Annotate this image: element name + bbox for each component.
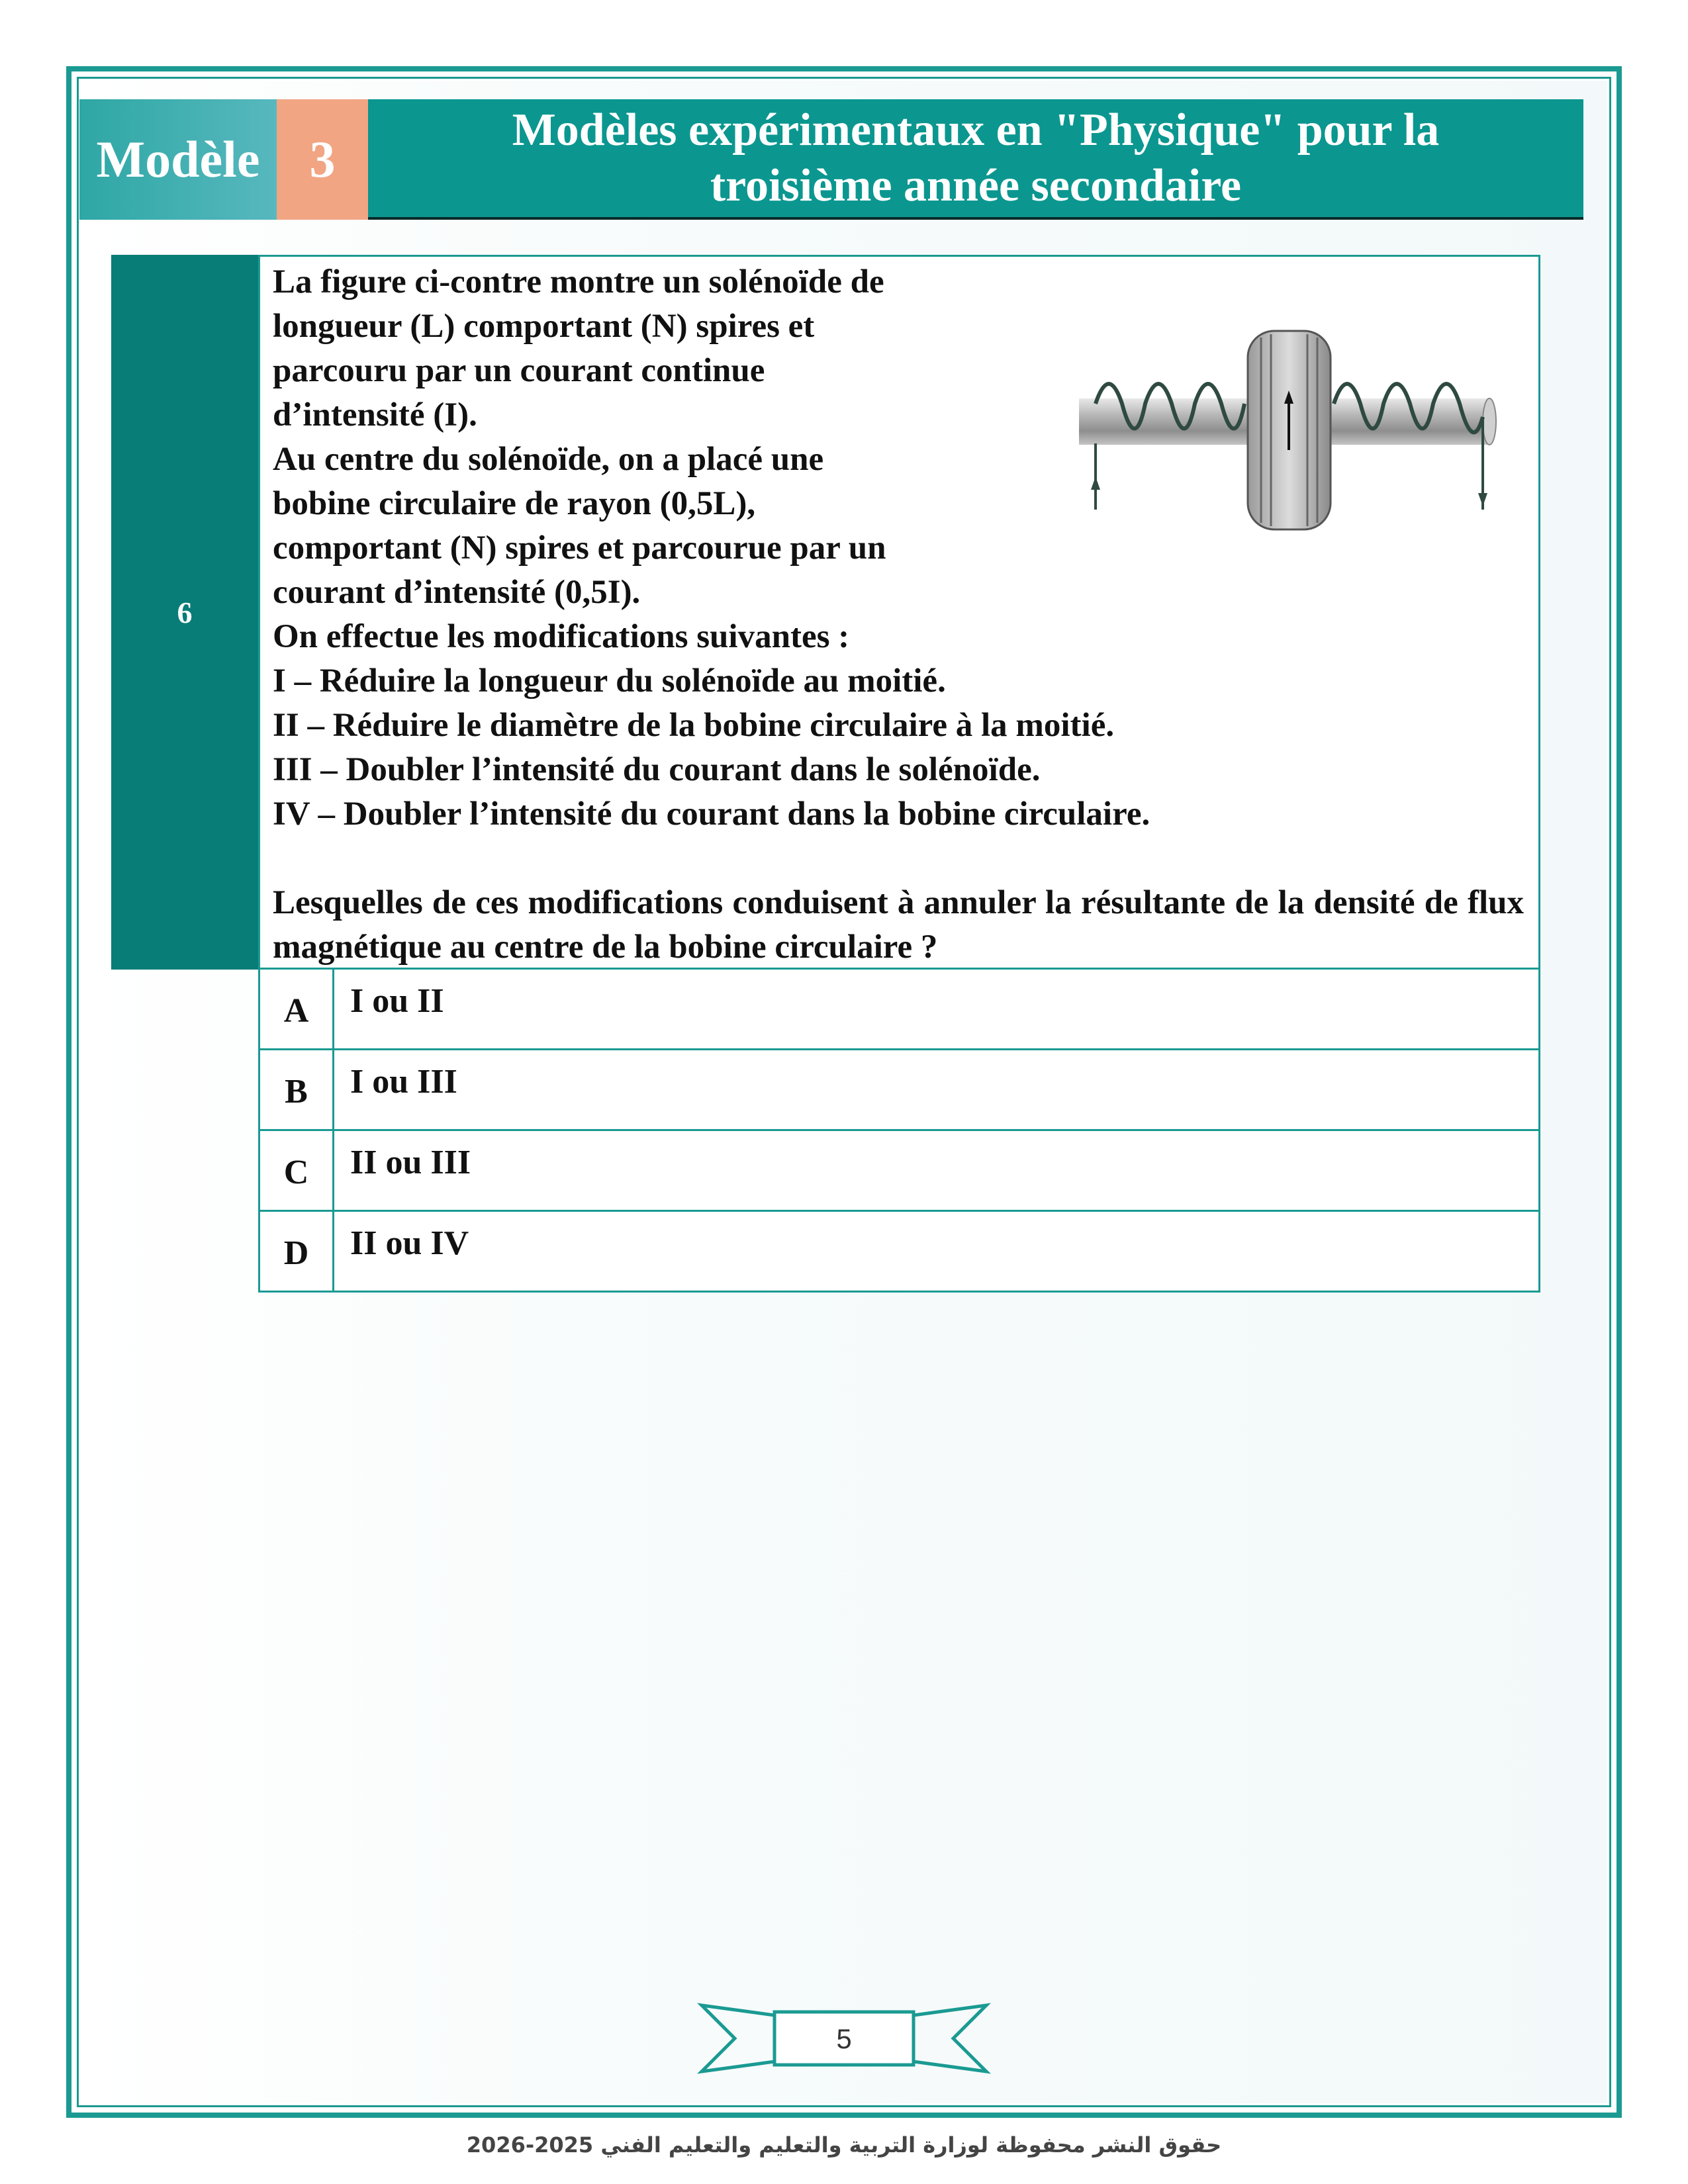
question-line: comportant (N) spires et parcourue par un (273, 529, 886, 567)
option-text: I ou II (350, 982, 444, 1020)
model-number: 3 (277, 99, 368, 220)
option-d[interactable] (258, 1212, 1540, 1293)
question-line: Au centre du solénoïde, on a placé une (273, 441, 824, 478)
page-number: 5 (836, 2023, 852, 2054)
question-line: courant d’intensité (0,5I). (273, 574, 641, 611)
modification-iii: III – Doubler l’intensité du courant dans le solénoïde. (273, 751, 1041, 788)
modification-iv: IV – Doubler l’intensité du courant dans la bobine circulaire. (273, 796, 1150, 833)
option-a[interactable] (258, 970, 1540, 1050)
question-line: On effectue les modifications suivantes : (273, 618, 850, 655)
option-b[interactable] (258, 1050, 1540, 1131)
question-line: bobine circulaire de rayon (0,5L), (273, 485, 756, 522)
model-label: Modèle (79, 99, 277, 220)
option-letter: C (260, 1131, 334, 1210)
page-title (368, 99, 1583, 220)
option-letter: A (260, 970, 334, 1048)
option-text: I ou III (350, 1063, 457, 1101)
option-letter: B (260, 1050, 334, 1129)
option-c[interactable] (258, 1131, 1540, 1212)
option-text: II ou III (350, 1144, 471, 1181)
question-line: d’intensité (I). (273, 396, 477, 433)
question-line: longueur (L) comportant (N) spires et (273, 308, 815, 345)
question-line: La figure ci-contre montre un solénoïde de (273, 263, 884, 300)
solenoid-figure (1072, 318, 1509, 543)
question-prompt: Lesquelles de ces modifications conduisent à annuler la résultante de la densité de flux magnétique au centre de la bobine circulaire ? (273, 884, 1524, 966)
page-title-line-1: Modèles expérimentaux en "Physique" pour la (512, 105, 1440, 156)
copyright-notice: حقوق النشر محفوظة لوزارة التربية والتعليم والتعليم الفني 2025-2026 (466, 2132, 1222, 2158)
option-text: II ou IV (350, 1224, 469, 1262)
option-letter: D (260, 1212, 334, 1291)
page-title-line-2: troisième année secondaire (710, 160, 1242, 211)
modification-ii: II – Réduire le diamètre de la bobine circulaire à la moitié. (273, 707, 1115, 744)
question-line: parcouru par un courant continue (273, 352, 765, 389)
modification-i: I – Réduire la longueur du solénoïde au moitié. (273, 662, 946, 700)
question-number: 6 (111, 255, 258, 970)
